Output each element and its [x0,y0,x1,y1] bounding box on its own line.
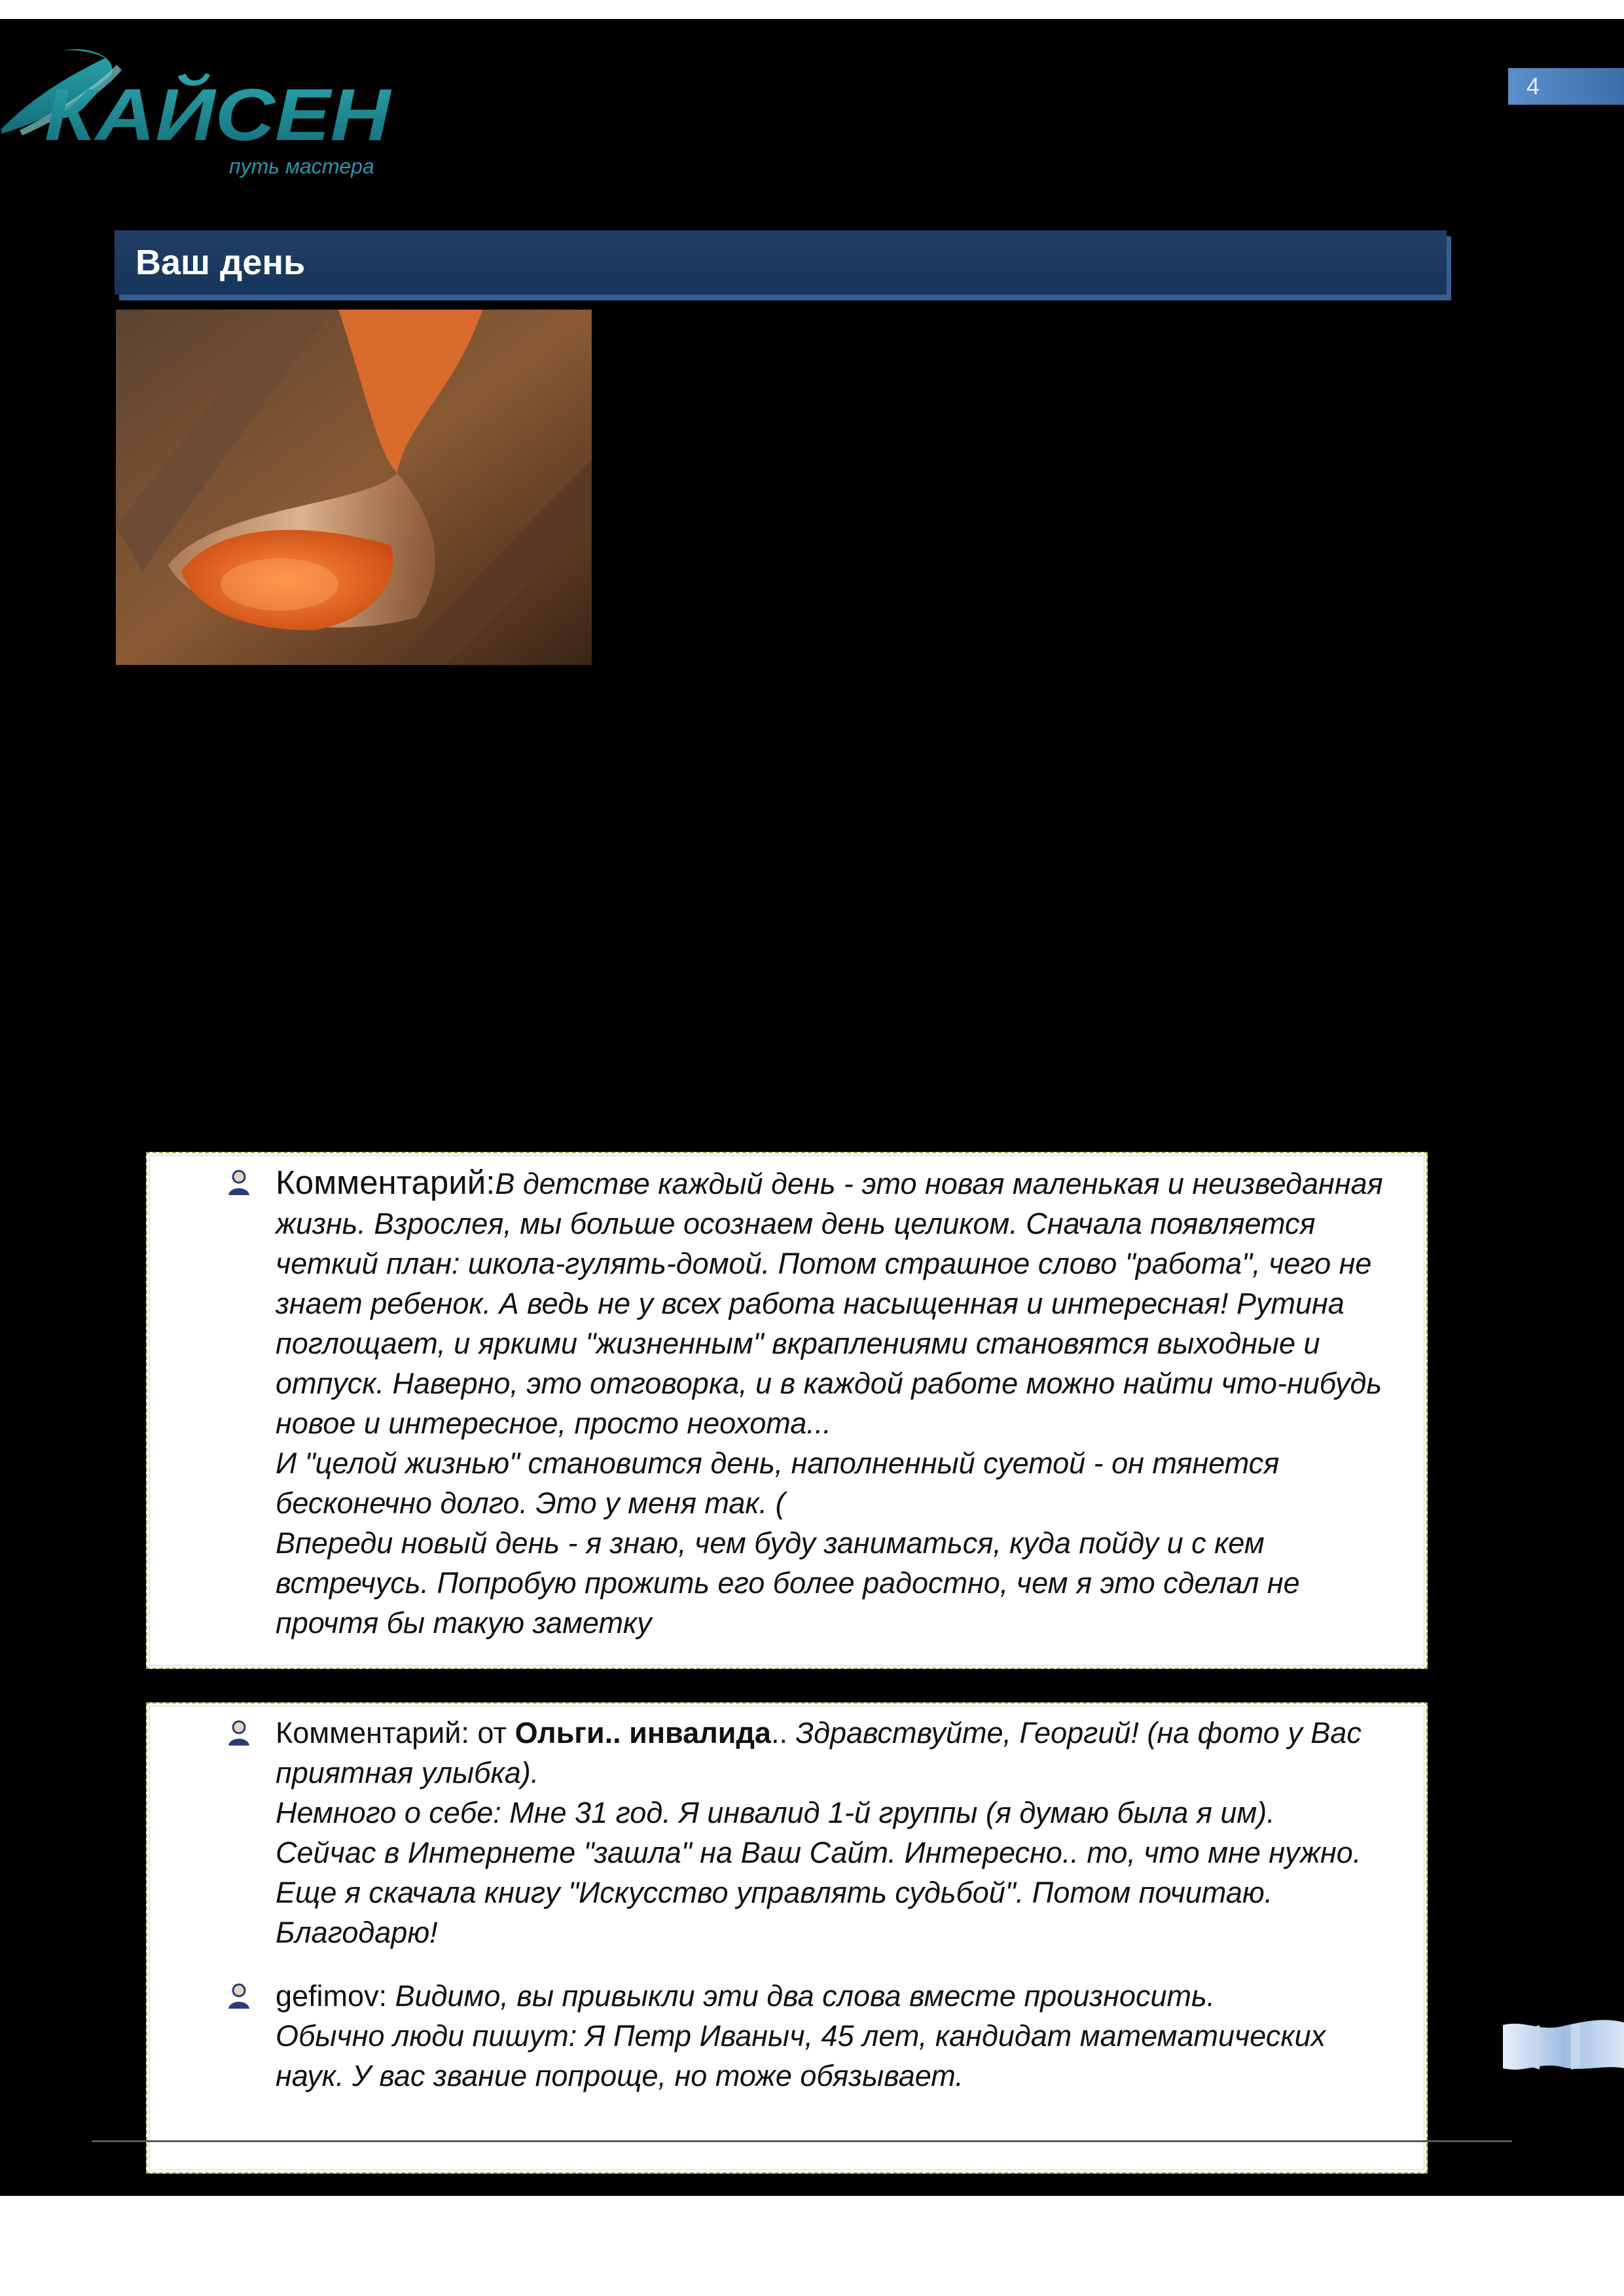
comment-box-2 [146,1702,1428,2174]
logo-tagline: путь мастера [229,154,374,178]
comment-line: приятная улыбка). [276,1756,539,1789]
comment-line: прочтя бы такую заметку [276,1606,652,1640]
logo-wordmark: КАЙСЕН [45,74,350,156]
comment-line: жизнь. Взрослея, мы больше осознаем день целиком. Сначала появляется [276,1207,1316,1240]
footer-divider [92,2140,1512,2142]
section-title: Ваш день [115,230,1447,295]
comment-line: Здравствуйте, Георгий! (на фото у Вас [787,1716,1362,1749]
kaisen-logo [0,19,419,196]
user-icon [226,1981,252,2010]
comment-line: четкий план: школа-гулять-домой. Потом страшное слово "работа", чего не [276,1247,1372,1280]
comment-entry [276,1162,1407,1643]
user-icon [226,1718,252,1747]
page [0,19,1624,2196]
corner-decoration [1499,2016,1624,2075]
comment-line: встречусь. Попробую прожить его более радостно, чем я это сделал не [276,1566,1300,1600]
hourglass-photo [116,310,592,665]
reply-entry [276,1976,1407,2096]
comment-entry [276,1713,1407,1952]
reply-line: Видимо, вы привыкли эти два слова вместе произносить. [387,1979,1216,2013]
comment-text [276,1162,1407,1643]
user-icon [226,1168,252,1196]
comment-box-1 [146,1152,1428,1669]
comment-text [276,1713,1407,1952]
comment-line: знает ребенок. А ведь не у всех работа насыщенная и интересная! Рутина [276,1287,1344,1320]
comment-label: Комментарий: от [276,1716,515,1749]
comment-author: Ольги.. инвалида [514,1716,771,1749]
comment-line: новое и интересное, просто неохота... [276,1407,831,1440]
reply-line: наук. У вас звание попроще, но тоже обязывает. [276,2059,964,2092]
comment-line: отпуск. Наверно, это отговорка, и в каждой работе можно найти что-нибудь [276,1367,1382,1400]
comment-line: Еще я скачала книгу "Искусство управлять судьбой". Потом почитаю. [276,1876,1273,1909]
comment-line: Впереди новый день - я знаю, чем буду заниматься, куда пойду и с кем [276,1526,1265,1560]
comment-label: Комментарий: [276,1164,496,1201]
comment-line: бесконечно долго. Это у меня так. ( [276,1486,785,1520]
comment-line: Сейчас в Интернете "зашла" на Ваш Сайт. Интересно.. то, что мне нужно. [276,1836,1362,1869]
reply-author: gefimov: [276,1979,388,2013]
reply-line: Обычно люди пишут: Я Петр Иваныч, 45 лет, кандидат математических [276,2019,1326,2053]
comment-separator: .. [770,1716,787,1749]
comment-line: Благодарю! [276,1916,438,1949]
comment-line: поглощает, и яркими "жизненным" вкраплениями становятся выходные и [276,1327,1320,1360]
comment-line: В детстве каждый день - это новая маленькая и неизведанная [495,1167,1383,1200]
comment-line: Немного о себе: Мне 31 год. Я инвалид 1-й группы (я думаю была я им). [276,1796,1275,1829]
page-number: 4 [1508,68,1624,105]
comment-line: И "целой жизнью" становится день, наполненный суетой - он тянется [276,1446,1280,1480]
reply-text [276,1976,1407,2096]
